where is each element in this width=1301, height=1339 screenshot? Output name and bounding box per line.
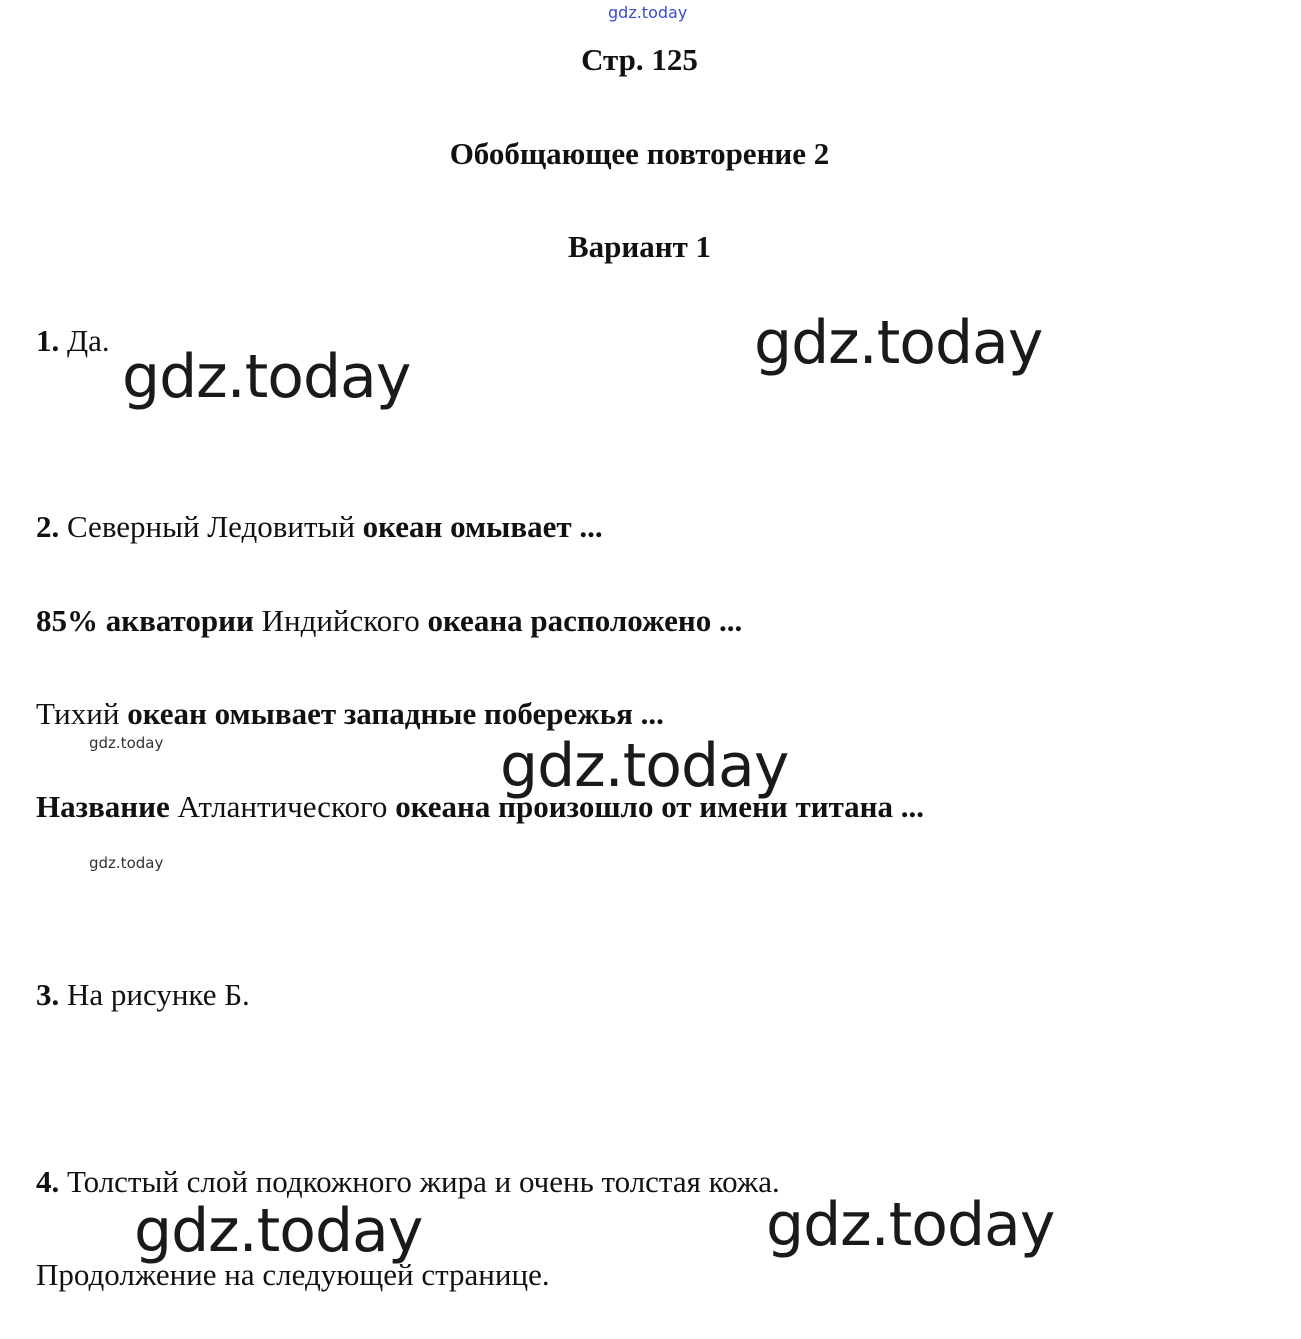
answer-2d-bold-2: океана произошло от имени титана ... [395,789,925,824]
watermark-large-3: gdz.today [500,731,789,801]
answer-2-line-2 [36,603,742,639]
watermark-large-4: gdz.today [134,1196,423,1266]
answer-2-line-4 [36,789,924,825]
watermark-top: gdz.today [608,3,688,22]
answer-3 [36,977,250,1013]
answer-2d-normal: Атлантического [177,789,388,824]
answer-2d-bold-1: Название [36,789,170,824]
answer-2-bold: океан омывает ... [362,509,603,544]
answer-3-text: На рисунке Б. [67,977,250,1012]
answer-2-line-3 [36,696,664,732]
answer-2-line-1 [36,509,603,545]
answer-4 [36,1164,780,1200]
answer-2c-normal: Тихий [36,696,120,731]
watermark-large-2: gdz.today [754,308,1043,378]
answer-2b-bold-2: океана расположено ... [427,603,743,638]
answer-1-text: Да. [67,323,110,358]
answer-2b-normal: Индийского [261,603,420,638]
answer-1 [36,323,110,359]
answer-4-text: Толстый слой подкожного жира и очень толстая кожа. [67,1164,780,1199]
variant-title: Вариант 1 [567,229,712,264]
watermark-small-1: gdz.today [89,734,164,752]
answer-1-number: 1. [36,323,60,358]
watermark-large-5: gdz.today [766,1190,1055,1260]
answer-2-normal: Северный Ледовитый [67,509,355,544]
section-title: Обобщающее повторение 2 [449,136,830,171]
answer-2c-bold: океан омывает западные побережья ... [127,696,664,731]
page-number-heading: Стр. 125 [581,42,698,77]
answer-3-number: 3. [36,977,60,1012]
answer-4-number: 4. [36,1164,60,1199]
continuation-note: Продолжение на следующей странице. [36,1257,550,1292]
watermark-large-1: gdz.today [122,342,411,412]
answer-2b-bold-1: 85% акватории [36,603,254,638]
answer-2-number: 2. [36,509,60,544]
watermark-small-2: gdz.today [89,854,164,872]
